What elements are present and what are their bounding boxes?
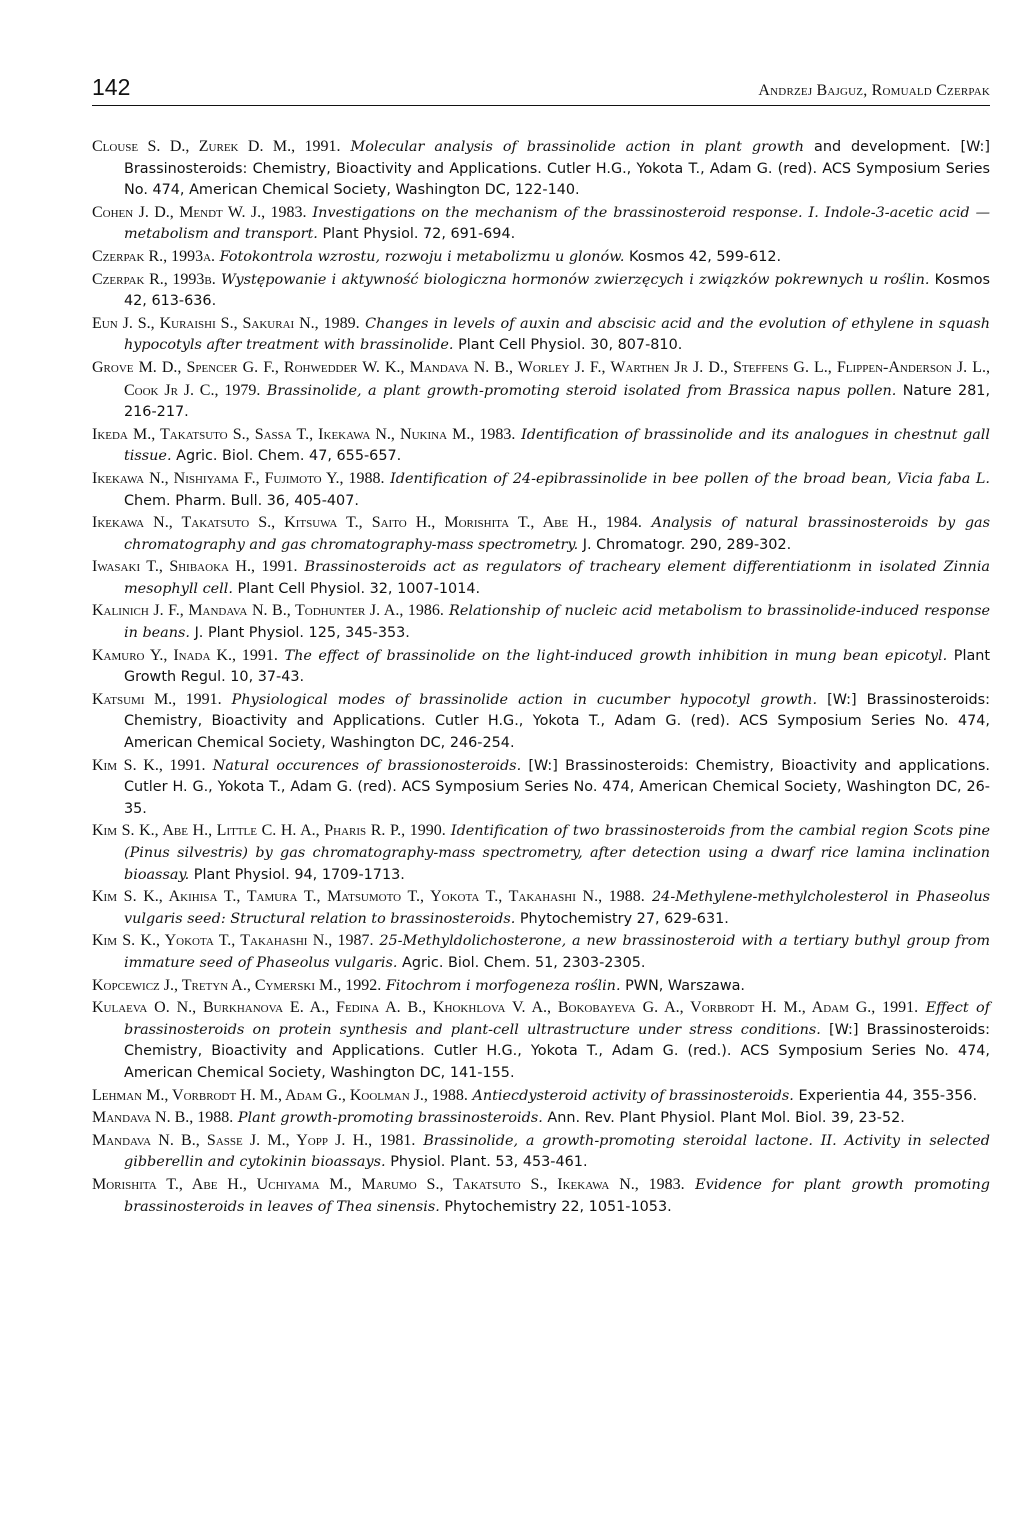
reference-entry <box>92 468 990 512</box>
reference-authors: Lehman M., Vorbrodt H. M., Adam G., Koolman J., 1988. <box>92 1086 468 1104</box>
reference-entry <box>92 1174 990 1218</box>
reference-entry <box>92 689 990 755</box>
reference-source: Phytochemistry 22, 1051-1053. <box>444 1198 672 1215</box>
reference-entry <box>92 246 990 269</box>
reference-source: Kosmos 42, 599-612. <box>629 248 782 265</box>
running-head-authors: Andrzej Bajguz, Romuald Czerpak <box>758 82 990 99</box>
reference-source: J. Plant Physiol. 125, 345-353. <box>194 625 410 642</box>
reference-authors: Kim S. K., Akihisa T., Tamura T., Matsumoto T., Yokota T., Takahashi N., 1988. <box>92 888 645 906</box>
reference-authors: Iwasaki T., Shibaoka H., 1991. <box>92 558 298 576</box>
reference-source: Chem. Pharm. Bull. 36, 405-407. <box>124 492 359 509</box>
reference-source: Plant Physiol. 94, 1709-1713. <box>193 866 405 883</box>
reference-authors: Mandava N. B., Sasse J. M., Yopp J. H., 1981. <box>92 1131 416 1149</box>
reference-source: [W:] Brassinosteroids: Chemistry, Bioactivity and applications. Cutler H. G., Yokota T., Adam G. (red). ACS Symposium Series No. 474, American Chemical Society, Washington DC, 26-35. <box>124 757 991 817</box>
reference-entry <box>92 820 990 886</box>
reference-entry <box>92 930 990 974</box>
reference-source: Agric. Biol. Chem. 51, 2303-2305. <box>402 954 646 971</box>
reference-source: PWN, Warszawa. <box>625 977 746 994</box>
reference-authors: Katsumi M., 1991. <box>92 690 222 708</box>
reference-title: Molecular analysis of brassinolide action in plant growth <box>350 139 805 155</box>
reference-authors: Kim S. K., Yokota T., Takahashi N., 1987. <box>92 932 374 950</box>
reference-authors: Kim S. K., 1991. <box>92 756 206 774</box>
reference-entry <box>92 1085 990 1108</box>
reference-title: Brassinolide, a growth-promoting steroidal lactone. II. Activity in selected gibberellin and cytokinin bioassays. <box>124 1132 990 1171</box>
reference-source: Plant Cell Physiol. 30, 807-810. <box>458 337 683 354</box>
reference-source: Kosmos 42, 613-636. <box>124 271 990 310</box>
reference-authors: Clouse S. D., Zurek D. M., 1991. <box>92 138 341 155</box>
reference-authors: Kopcewicz J., Tretyn A., Cymerski M., 1992. <box>92 976 382 994</box>
reference-title: 24-Methylene-methylcholesterol in Phaseolus vulgaris seed: Structural relation to brassinosteroids. <box>124 889 990 927</box>
reference-title: Brassinolide, a plant growth-promoting steroid isolated from Brassica napus pollen. <box>266 382 897 399</box>
reference-title: Analysis of natural brassinosteroids by gas chromatography and gas chromatography-mass spectrometry. <box>124 515 991 553</box>
reference-title: Brassinosteroids act as regulators of tracheary element differentiationm in isolated Zinnia mesophyll cell. <box>124 559 990 597</box>
reference-title: Identification of 24-epibrassinolide in bee pollen of the broad bean, Vicia faba L. <box>390 470 990 487</box>
reference-entry <box>92 886 990 930</box>
reference-authors: Czerpak R., 1993b. <box>92 270 216 288</box>
reference-entry <box>92 512 990 556</box>
reference-entry <box>92 755 990 821</box>
reference-title: 25-Methyldolichosterone, a new brassinosteroid with a tertiary buthyl group from immature seed of Phaseolus vulgaris. <box>124 933 991 971</box>
reference-title: Physiological modes of brassinolide action in cucumber hypocotyl growth. <box>231 691 818 708</box>
reference-title: Evidence for plant growth promoting brassinosteroids in leaves of Thea sinensis. <box>124 1176 990 1215</box>
reference-authors: Czerpak R., 1993a. <box>92 247 216 265</box>
reference-source: J. Chromatogr. 290, 289-302. <box>582 536 792 553</box>
reference-source: Physiol. Plant. 53, 453-461. <box>390 1154 588 1171</box>
reference-authors: Kim S. K., Abe H., Little C. H. A., Pharis R. P., 1990. <box>92 822 446 840</box>
reference-title: Relationship of nucleic acid metabolism to brassinolide-induced response in beans. <box>124 603 991 642</box>
reference-title: Fotokontrola wzrostu, rozwoju i metabolizmu u glonów. <box>219 248 625 265</box>
reference-title: The effect of brassinolide on the light-induced growth inhibition in mung bean epicotyl. <box>284 647 948 664</box>
reference-entry <box>92 975 990 998</box>
reference-source: Agric. Biol. Chem. 47, 655-657. <box>176 448 402 465</box>
reference-title: Plant growth-promoting brassinosteroids. <box>237 1110 543 1127</box>
reference-source: Plant Growth Regul. 10, 37-43. <box>124 647 991 686</box>
reference-title: Fitochrom i morfogeneza roślin. <box>385 977 621 994</box>
reference-source: Nature 281, 216-217. <box>124 382 991 421</box>
reference-entry <box>92 556 990 600</box>
reference-title: Występowanie i aktywność biologiczna hormonów zwierzęcych i związków pokrewnych u roślin. <box>221 271 930 288</box>
reference-entry <box>92 997 990 1084</box>
page-number: 142 <box>92 74 131 100</box>
reference-entry <box>92 136 990 202</box>
reference-authors: Cohen J. D., Mendt W. J., 1983. <box>92 203 307 221</box>
reference-entry <box>92 645 990 689</box>
reference-source: Experientia 44, 355-356. <box>798 1087 978 1104</box>
reference-entry <box>92 1130 990 1174</box>
reference-authors: Eun J. S., Kuraishi S., Sakurai N., 1989. <box>92 314 360 332</box>
reference-source: Plant Physiol. 72, 691-694. <box>322 226 516 243</box>
reference-authors: Kamuro Y., Inada K., 1991. <box>92 646 278 664</box>
reference-authors: Kalinich J. F., Mandava N. B., Todhunter J. A., 1986. <box>92 602 444 620</box>
reference-entry <box>92 269 990 313</box>
reference-authors: Mandava N. B., 1988. <box>92 1109 234 1127</box>
running-header <box>92 74 990 106</box>
reference-authors: Grove M. D., Spencer G. F., Rohwedder W. K., Mandava N. B., Worley J. F., Warthen Jr J. D., Steffens G. L., Flippen-Anderson J. L., Cook Jr J. C., 1979. <box>92 358 990 399</box>
reference-title: Effect of brassinosteroids on protein synthesis and plant-cell ultrastructure under stress conditions. <box>124 1000 991 1038</box>
reference-title: Identification of brassinolide and its analogues in chestnut gall tissue. <box>124 426 991 465</box>
reference-authors: Ikekawa N., Nishiyama F., Fujimoto Y., 1988. <box>92 469 385 487</box>
reference-title: Natural occurences of brassionosteroids. <box>212 757 522 774</box>
reference-entry <box>92 600 990 644</box>
reference-authors: Ikekawa N., Takatsuto S., Kitsuwa T., Saito H., Morishita T., Abe H., 1984. <box>92 514 642 532</box>
reference-title: Investigations on the mechanism of the brassinosteroid response. I. Indole-3-acetic acid — metabolism and transport. <box>124 204 990 243</box>
reference-entry <box>92 1107 990 1130</box>
reference-source: Phytochemistry 27, 629-631. <box>519 910 729 927</box>
reference-entry <box>92 424 990 468</box>
reference-source: [W:] Brassinosteroids: Chemistry, Bioactivity and Applications. Cutler H.G., Yokota T., Adam G. (red.). ACS Symposium Series No. 474, American Chemical Society, Washington DC, 141-155. <box>124 1021 990 1081</box>
reference-authors: Ikeda M., Takatsuto S., Sassa T., Ikekawa N., Nukina M., 1983. <box>92 425 516 443</box>
reference-source: Ann. Rev. Plant Physiol. Plant Mol. Biol. 39, 23-52. <box>547 1110 905 1127</box>
reference-entry <box>92 313 990 357</box>
reference-title: Identification of two brassinosteroids from the cambial region Scots pine (Pinus silvestris) by gas chromatography-mass spectrometry, after detection using a dwarf rice lamina inclination bioassay. <box>124 823 990 883</box>
reference-entry <box>92 357 990 424</box>
reference-title: Antiecdysteroid activity of brassinosteroids. <box>472 1087 794 1104</box>
reference-source: [W:] Brassinosteroids: Chemistry, Bioactivity and Applications. Cutler H.G., Yokota T., Adam G. (red). ACS Symposium Series No. 474, American Chemical Society, Washington DC, 246-254. <box>124 691 990 752</box>
reference-authors: Kulaeva O. N., Burkhanova E. A., Fedina A. B., Khokhlova V. A., Bokobayeva G. A., Vorbrodt H. M., Adam G., 1991. <box>92 999 919 1017</box>
reference-entry <box>92 202 990 246</box>
reference-authors: Morishita T., Abe H., Uchiyama M., Marumo S., Takatsuto S., Ikekawa N., 1983. <box>92 1175 685 1193</box>
reference-source: Plant Cell Physiol. 32, 1007-1014. <box>237 580 481 597</box>
reference-title: Changes in levels of auxin and abscisic acid and the evolution of ethylene in squash hypocotyls after treatment with brassinolide. <box>124 315 990 354</box>
reference-source: and development. [W:] Brassinosteroids: Chemistry, Bioactivity and Applications. Cutler H.G., Yokota T., Adam G. (red). ACS Symposium Series No. 474, American Chemical Society, Washington DC, 122-140. <box>124 139 990 199</box>
reference-list <box>92 136 990 1218</box>
